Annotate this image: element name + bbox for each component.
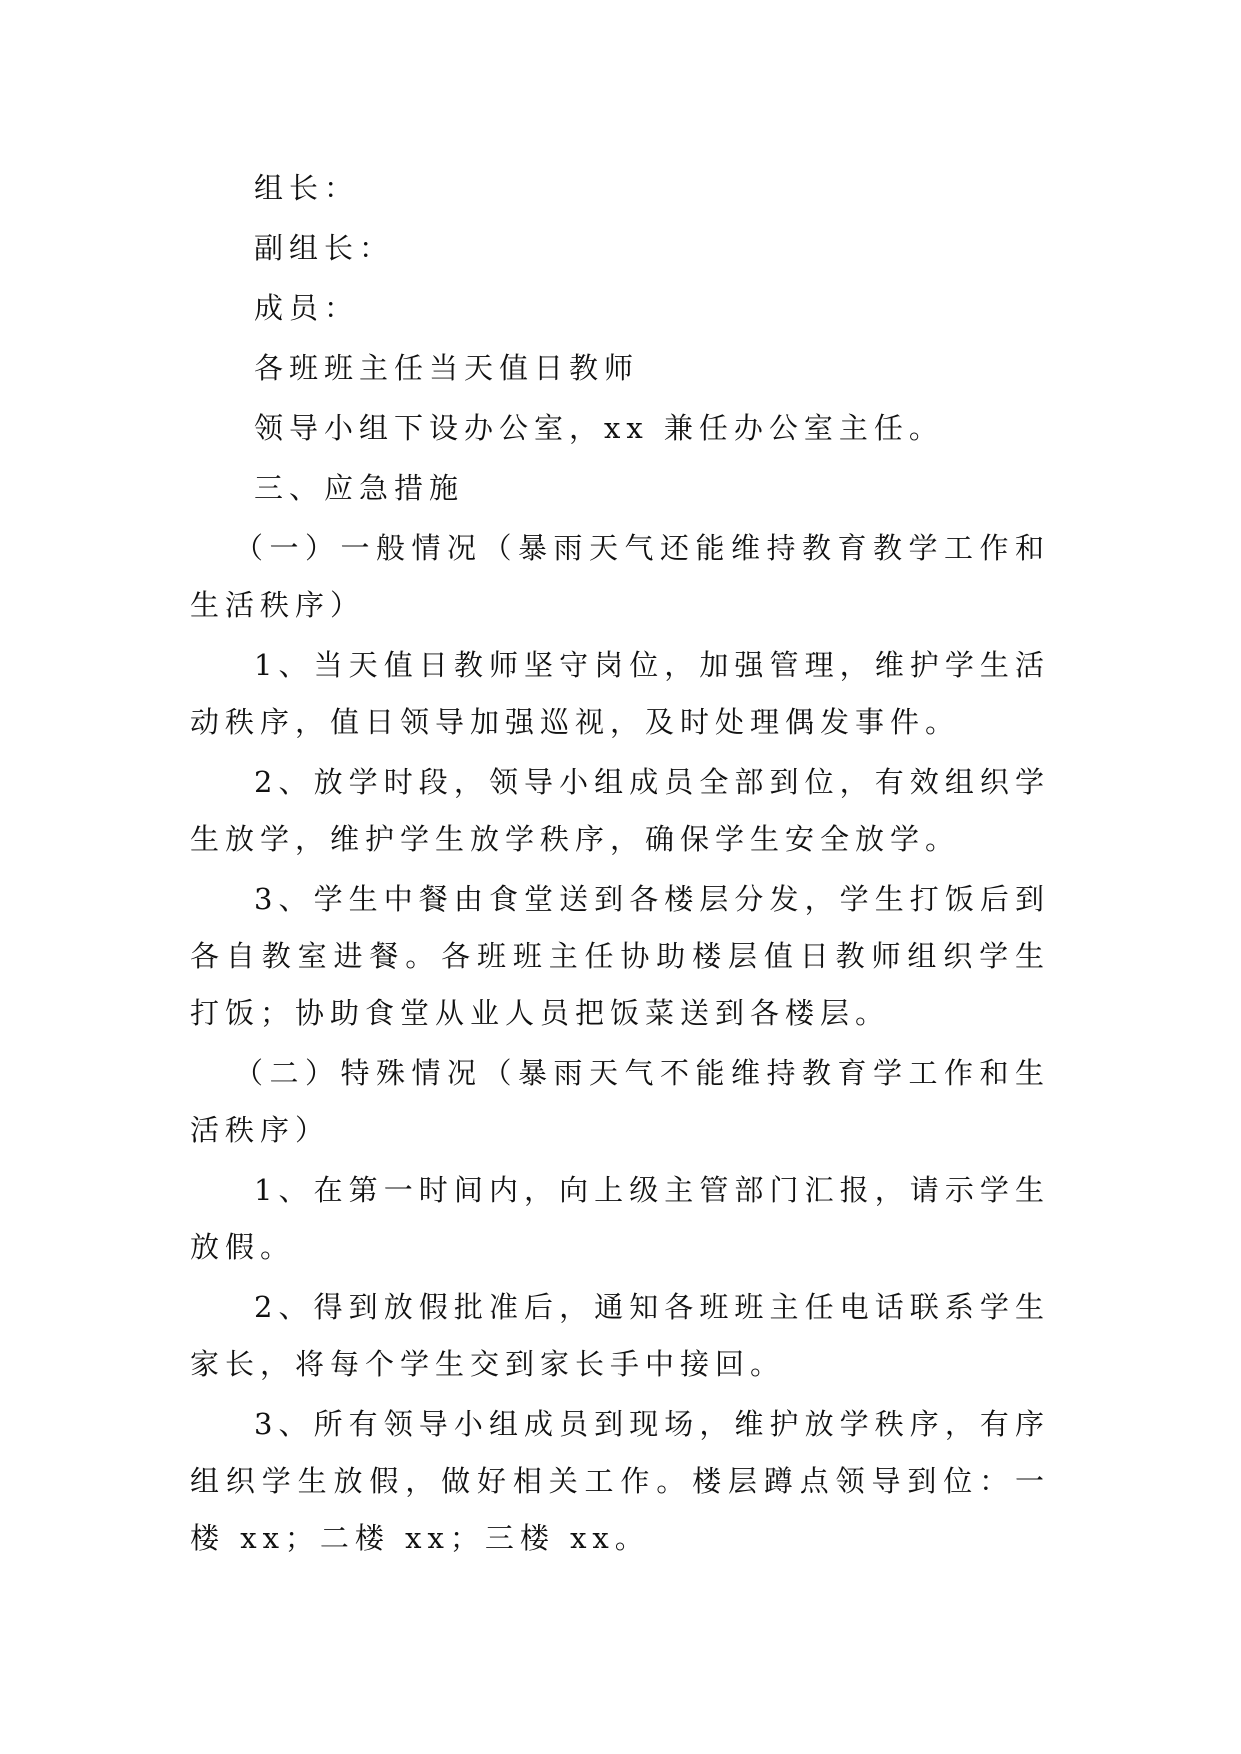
members-line: 成员： — [254, 291, 360, 325]
leader-line: 组长： — [254, 171, 360, 205]
general-situation-heading: （一）一般情况（暴雨天气还能维持教育教学工作和生活秩序） — [190, 531, 1050, 622]
special-situation-heading: （二）特殊情况（暴雨天气不能维持教育学工作和生活秩序） — [190, 1056, 1050, 1147]
special-item-3: 3、所有领导小组成员到现场，维护放学秩序，有序组织学生放假，做好相关工作。楼层蹲点领导到位：一楼 xx；二楼 xx；三楼 xx。 — [190, 1407, 1050, 1555]
general-item-3: 3、学生中餐由食堂送到各楼层分发，学生打饭后到各自教室进餐。各班班主任协助楼层值日教师组织学生打饭；协助食堂从业人员把饭菜送到各楼层。 — [190, 882, 1050, 1030]
office-line: 领导小组下设办公室，xx 兼任办公室主任。 — [254, 411, 944, 445]
general-item-1: 1、当天值日教师坚守岗位，加强管理，维护学生活动秩序，值日领导加强巡视，及时处理偶发事件。 — [190, 648, 1050, 739]
members-list-line: 各班班主任当天值日教师 — [254, 351, 640, 385]
deputy-leader-line: 副组长： — [254, 231, 395, 265]
document-body — [190, 160, 1050, 1567]
section-heading: 三、应急措施 — [254, 471, 465, 505]
special-item-1: 1、在第一时间内，向上级主管部门汇报，请示学生放假。 — [190, 1173, 1050, 1264]
special-item-2: 2、得到放假批准后，通知各班班主任电话联系学生家长，将每个学生交到家长手中接回。 — [190, 1290, 1050, 1381]
general-item-2: 2、放学时段，领导小组成员全部到位，有效组织学生放学，维护学生放学秩序，确保学生安全放学。 — [190, 765, 1050, 856]
